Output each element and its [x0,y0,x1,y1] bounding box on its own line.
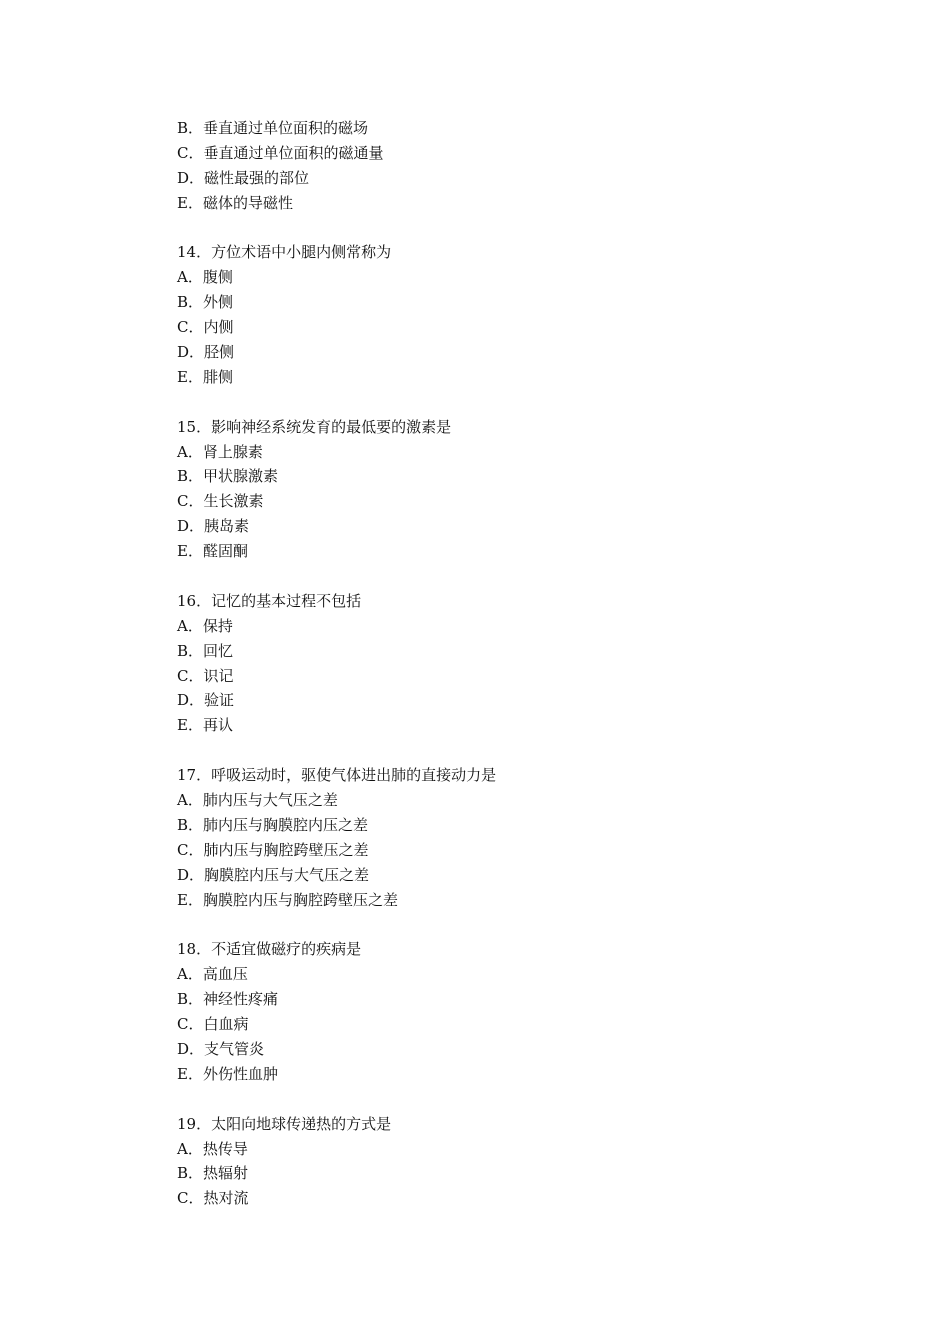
option-a: A．腹侧 [177,268,233,287]
option-a: A．肾上腺素 [177,442,263,461]
option-b: B．甲状腺激素 [177,467,279,486]
option-c: C．垂直通过单位面积的磁通量 [177,143,384,162]
option-b: B．热辐射 [177,1164,249,1183]
option-a: A．高血压 [177,965,248,984]
option-d: D．胸膜腔内压与大气压之差 [177,865,370,884]
option-a: A．肺内压与大气压之差 [177,791,338,810]
question-19: 19．太阳向地球传递热的方式是 [177,1114,392,1133]
spacer [177,913,877,938]
option-b: B．外侧 [177,293,234,312]
option-d: D．胫侧 [177,343,235,362]
option-c: C．热对流 [177,1189,249,1208]
option-e: E．胸膜腔内压与胸腔跨壁压之差 [177,890,398,909]
option-c: C．肺内压与胸腔跨壁压之差 [177,840,369,859]
spacer [177,390,877,415]
question-16: 16．记忆的基本过程不包括 [177,591,362,610]
option-c: C．识记 [177,666,234,685]
document-page [177,116,877,1211]
option-a: A．热传导 [177,1139,248,1158]
spacer [177,564,877,589]
spacer [177,216,877,241]
option-c: C．内侧 [177,318,234,337]
question-17: 17．呼吸运动时，驱使气体进出肺的直接动力是 [177,766,497,785]
option-e: E．磁体的导磁性 [177,193,293,212]
option-d: D．支气管炎 [177,1039,265,1058]
question-15: 15．影响神经系统发育的最低要的激素是 [177,417,452,436]
option-a: A．保持 [177,616,233,635]
option-c: C．生长激素 [177,492,264,511]
option-d: D．验证 [177,691,235,710]
option-b: B．回忆 [177,641,234,660]
option-e: E．醛固酮 [177,542,248,561]
option-b: B．神经性疼痛 [177,990,279,1009]
option-e: E．腓侧 [177,367,233,386]
question-14: 14．方位术语中小腿内侧常称为 [177,243,392,262]
question-18: 18．不适宜做磁疗的疾病是 [177,940,362,959]
option-d: D．胰岛素 [177,517,250,536]
option-b: B．垂直通过单位面积的磁场 [177,119,369,137]
option-d: D．磁性最强的部位 [177,168,310,187]
option-b: B．肺内压与胸膜腔内压之差 [177,815,369,834]
option-e: E．再认 [177,716,233,735]
spacer [177,738,877,763]
option-e: E．外伤性血肿 [177,1064,278,1083]
option-c: C．白血病 [177,1015,249,1034]
spacer [177,1087,877,1112]
